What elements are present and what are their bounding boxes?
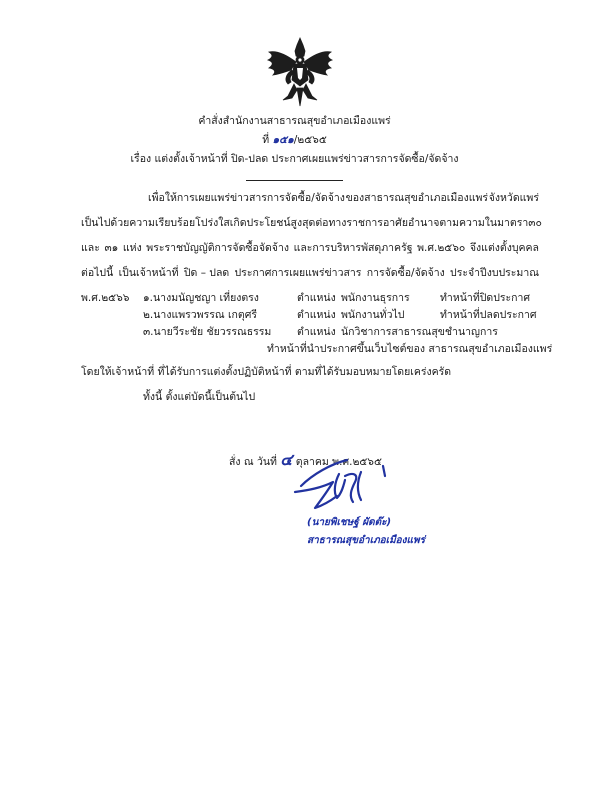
staff-position-label: ตำแหน่ง (297, 309, 336, 321)
body-segment: และการบริหารพัสดุภาครัฐ (293, 242, 413, 254)
body-segment: พ.ศ.๒๕๖๖ (81, 292, 130, 304)
title-divider (246, 180, 343, 181)
body-line (81, 186, 539, 211)
body-line (81, 236, 539, 261)
staff-position-label: ตำแหน่ง (297, 292, 336, 304)
staff-row (0, 322, 589, 342)
signatory-name-stamp: (นายพิเชษฐ์ ผัดต๊ะ) (307, 517, 392, 528)
staff-duty: ทำหน้าที่ปิดประกาศ (440, 292, 531, 304)
body-segment: เพื่อให้การเผยแพร่ข่าวสารการจัดซื้อ/จัดจ้าง (148, 192, 345, 204)
staff-position: พนักงานธุรการ (341, 292, 410, 304)
body-segment: ประจำปีงบประมาณ (450, 267, 539, 279)
order-title: คำสั่งสำนักงานสาธารณสุขอำเภอเมืองแพร่ (198, 115, 391, 127)
body-segment: อาศัยอำนาจตามความในมาตรา (382, 217, 529, 229)
date-day-handwritten: ๔ (280, 450, 293, 469)
body-segment: เป็นเจ้าหน้าที่ (118, 267, 179, 279)
body-line (81, 261, 539, 286)
body-segment: และ (81, 242, 100, 254)
staff-position: นักวิชาการสาธารณสุขชำนาญการ (341, 326, 498, 338)
signatory-title-stamp: สาธารณสุขอำเภอเมืองแพร่ (307, 535, 425, 546)
order-number-suffix: /๒๕๖๕ (293, 134, 327, 146)
staff-position-label: ตำแหน่ง (297, 326, 336, 338)
staff-name: ๑.นางมนัญชญา เที่ยงตรง (143, 292, 259, 304)
body-segment: ต่อไปนี้ (81, 267, 114, 279)
closing-line-2: ทั้งนี้ ตั้งแต่บัดนี้เป็นต้นไป (143, 391, 256, 403)
body-segment: ๓๐ (528, 217, 542, 229)
order-number-handwritten: ๑๕๑ (272, 134, 294, 146)
body-segment: ปิด – ปลด (183, 267, 230, 279)
staff-note: ทำหน้าที่นำประกาศขึ้นเว็บไซต์ของ สาธารณสุขอำเภอเมืองแพร่ (267, 343, 553, 355)
body-segment: การจัดซื้อ/จัดจ้าง (366, 267, 445, 279)
garuda-emblem-icon (266, 36, 334, 108)
body-segment: เป็นไปด้วยความเรียบร้อย (81, 217, 196, 229)
body-segment: เกิดประโยชน์สูงสุดต่อทางราชการ (229, 217, 383, 229)
staff-name: ๓.นายวีระชัย ชัยวรรณธรรม (143, 326, 272, 338)
staff-name: ๒.นางแพรวพรรณ เกตุศรี (143, 309, 258, 321)
body-segment: จึงแต่งตั้งบุคคล (469, 242, 539, 254)
body-line (81, 211, 542, 236)
body-segment: พ.ศ.๒๕๖๐ (417, 242, 466, 254)
order-subject: เรื่อง แต่งตั้งเจ้าหน้าที่ ปิด-ปลด ประกาศเผยแพร่ข่าวสารการจัดซื้อ/จัดจ้าง (130, 153, 459, 165)
staff-position: พนักงานทั่วไป (341, 309, 405, 321)
order-number-prefix: ที่ (262, 134, 270, 146)
body-segment: ประกาศการเผยแพร่ข่าวสาร (234, 267, 362, 279)
body-segment: ๓๑ (104, 242, 119, 254)
closing-line-1: โดยให้เจ้าหน้าที่ ที่ได้รับการแต่งตั้งปฏิบัติหน้าที่ ตามที่ได้รับมอบหมายโดยเคร่งครัด (81, 366, 452, 378)
body-segment: แห่ง (122, 242, 142, 254)
order-number (0, 131, 589, 148)
date-prefix: สั่ง ณ วันที่ (229, 456, 277, 468)
staff-duty: ทำหน้าที่ปลดประกาศ (440, 309, 537, 321)
body-segment: ของสาธารณสุขอำเภอเมืองแพร่ (345, 192, 489, 204)
body-segment: จังหวัดแพร่ (488, 192, 539, 204)
handwritten-signature (287, 452, 417, 514)
date-month-year: ตุลาคม พ.ศ.๒๕๖๕ (295, 456, 382, 468)
body-segment: โปร่งใส (195, 217, 230, 229)
body-segment: พระราชบัญญัติการจัดซื้อจัดจ้าง (146, 242, 289, 254)
